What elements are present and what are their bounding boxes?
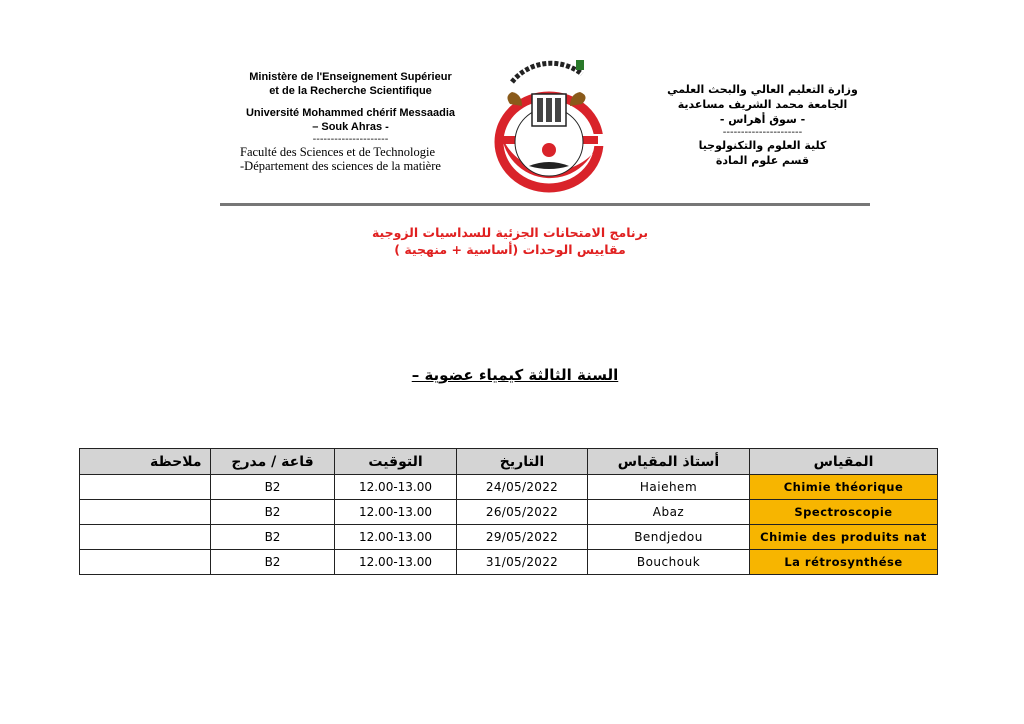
- cell-time: 12.00-13.00: [335, 500, 457, 525]
- cell-prof: Haiehem: [588, 475, 750, 500]
- header-divider: [220, 203, 870, 206]
- header-arabic: [650, 82, 875, 168]
- faculty-name: Faculté des Sciences et de Technologie: [240, 145, 436, 159]
- table-row: [80, 475, 938, 500]
- cell-prof: Bouchouk: [588, 550, 750, 575]
- cell-note: [80, 500, 211, 525]
- year-title: السنة الثالثة كيمياء عضوية –: [411, 366, 619, 384]
- cell-room: B2: [211, 525, 335, 550]
- header-french: [228, 70, 473, 173]
- table-row: [80, 550, 938, 575]
- university-ar: الجامعة محمد الشريف مساعدية: [677, 98, 848, 111]
- cell-date: 24/05/2022: [457, 475, 588, 500]
- cell-date: 26/05/2022: [457, 500, 588, 525]
- cell-prof: Bendjedou: [588, 525, 750, 550]
- faculty-ar: كلية العلوم والتكنولوجيا: [698, 139, 827, 152]
- university-city: – Souk Ahras -: [312, 121, 389, 133]
- ministry-line-2: et de la Recherche Scientifique: [269, 85, 432, 97]
- cell-note: [80, 550, 211, 575]
- col-header-note: ملاحظة: [80, 449, 211, 475]
- cell-room: B2: [211, 500, 335, 525]
- cell-time: 12.00-13.00: [335, 475, 457, 500]
- cell-time: 12.00-13.00: [335, 550, 457, 575]
- university-name: Université Mohammed chérif Messaadia: [245, 107, 456, 119]
- col-header-date: التاريخ: [457, 449, 588, 475]
- ministry-ar: وزارة التعليم العالي والبحث العلمي: [667, 83, 858, 96]
- cell-note: [80, 525, 211, 550]
- table-row: [80, 525, 938, 550]
- cell-room: B2: [211, 475, 335, 500]
- title-line-2: مقاييس الوحدات (أساسية + منهجية ): [394, 242, 626, 257]
- cell-module: Chimie des produits nat: [750, 525, 938, 550]
- exam-schedule-table: [79, 448, 938, 575]
- table-row: [80, 500, 938, 525]
- title-line-1: برنامج الامتحانات الجزئية للسداسيات الزوجية: [371, 225, 649, 240]
- col-header-prof: أستاذ المقياس: [588, 449, 750, 475]
- ministry-line-1: Ministère de l'Enseignement Supérieur: [249, 71, 452, 83]
- separator-dashes-ar: ----------------------: [722, 127, 803, 138]
- cell-date: 29/05/2022: [457, 525, 588, 550]
- table-header-row: [80, 449, 938, 475]
- cell-time: 12.00-13.00: [335, 525, 457, 550]
- cell-module: Spectroscopie: [750, 500, 938, 525]
- col-header-room: قاعة / مدرج: [211, 449, 335, 475]
- cell-prof: Abaz: [588, 500, 750, 525]
- cell-module: La rétrosynthése: [750, 550, 938, 575]
- university-logo: [482, 42, 617, 197]
- cell-room: B2: [211, 550, 335, 575]
- separator-dashes: ---------------------: [312, 134, 389, 145]
- department-name: -Département des sciences de la matière: [240, 159, 441, 173]
- col-header-module: المقياس: [750, 449, 938, 475]
- city-ar: - سوق أهراس -: [719, 113, 806, 126]
- cell-note: [80, 475, 211, 500]
- cell-module: Chimie théorique: [750, 475, 938, 500]
- col-header-time: التوقيت: [335, 449, 457, 475]
- department-ar: قسم علوم المادة: [715, 154, 810, 167]
- cell-date: 31/05/2022: [457, 550, 588, 575]
- document-title: [300, 224, 720, 258]
